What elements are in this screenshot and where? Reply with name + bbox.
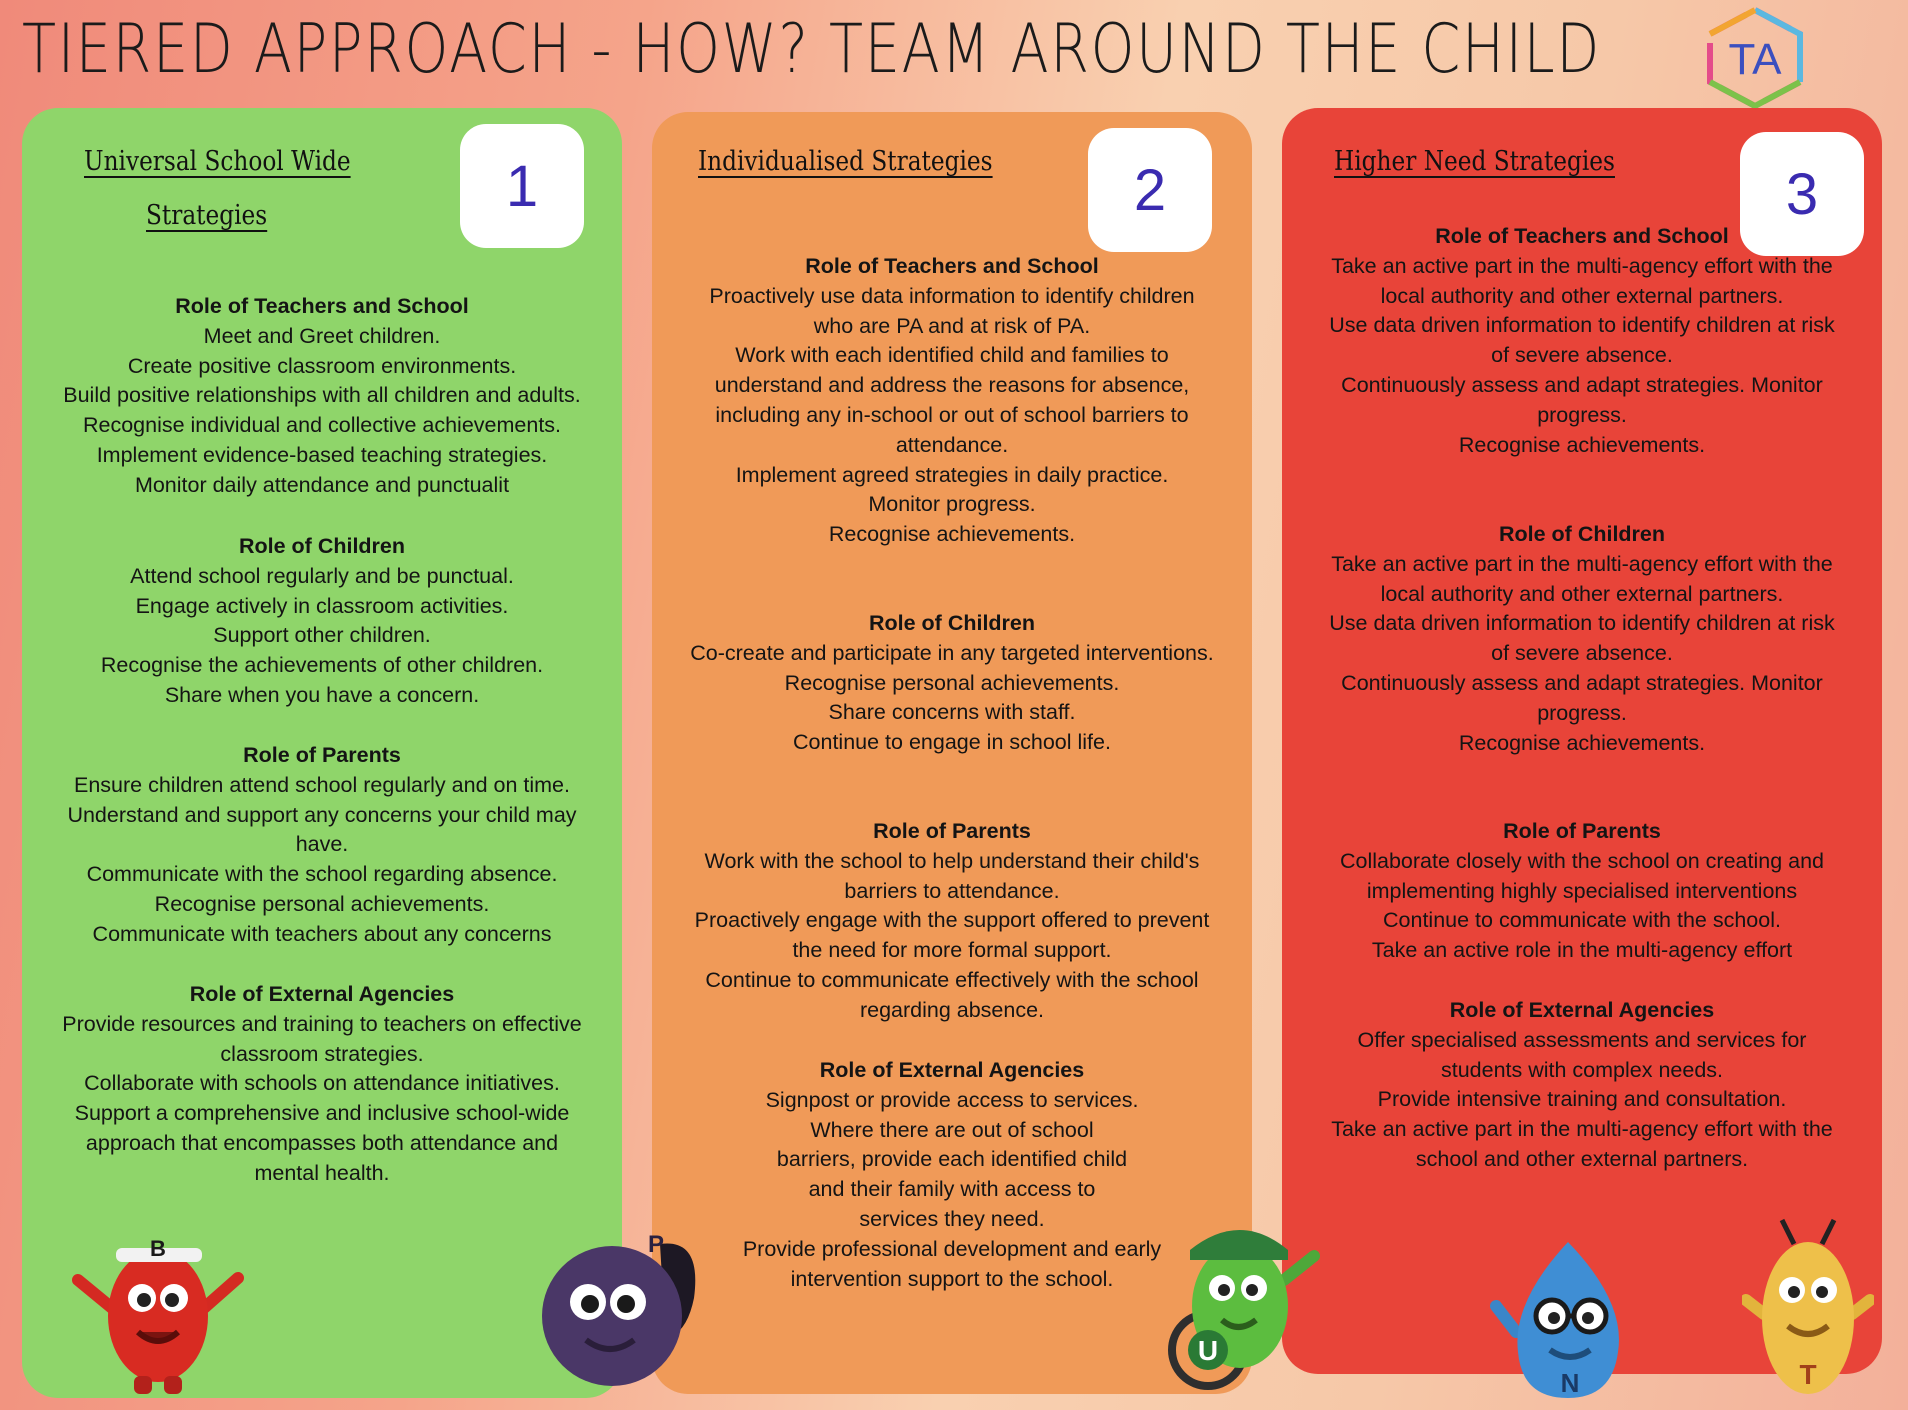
section-line: Work with each identified child and families to understand and address the reasons for absence, including any in-school or out of school barriers to attendance. <box>714 343 1190 457</box>
section-line: Support a comprehensive and inclusive school-wide approach that encompasses both attendance and mental health. <box>74 1101 570 1185</box>
section-title: Role of Children <box>1498 522 1666 546</box>
section-parents <box>1302 817 1862 966</box>
section-title: Role of External Agencies <box>1449 998 1715 1022</box>
section-line: Recognise individual and collective achievements. <box>82 413 562 438</box>
section-teachers <box>42 292 602 501</box>
green-mascot-wheelchair-icon <box>1154 1210 1326 1390</box>
hexagon-ta-logo-icon <box>1700 6 1810 110</box>
section-teachers <box>672 252 1232 550</box>
red-mascot-icon <box>72 1218 244 1396</box>
section-line: Continue to communicate effectively with the school regarding absence. <box>705 967 1199 1022</box>
section-line: Co-create and participate in any targeted interventions. <box>690 640 1214 665</box>
section-line: Monitor progress. <box>868 492 1036 517</box>
page-title: TIERED APPROACH - HOW? TEAM AROUND THE CHILD <box>22 10 1601 89</box>
svg-text:TA: TA <box>1728 35 1782 84</box>
section-external-agencies <box>672 1056 1232 1294</box>
section-line: Proactively engage with the support offered to prevent the need for more formal support. <box>694 908 1210 963</box>
section-line: Take an active role in the multi-agency effort <box>1371 938 1793 963</box>
section-parents <box>42 741 602 950</box>
section-line: Build positive relationships with all children and adults. <box>63 383 581 408</box>
section-line: Take an active part in the multi-agency effort with the school and other external partners. <box>1331 1117 1833 1171</box>
panel-heading: Individualised Strategies <box>698 146 993 177</box>
section-line: Communicate with the school regarding absence. <box>86 862 558 887</box>
section-title: Role of Children <box>238 534 406 558</box>
svg-text:B: B <box>150 1236 166 1261</box>
section-line: Monitor daily attendance and punctualit <box>134 472 510 497</box>
section-line: Recognise the achievements of other children. <box>100 653 544 678</box>
section-title: Role of Parents <box>873 819 1031 843</box>
section-title: Role of Teachers and School <box>1435 224 1729 248</box>
section-line: Recognise personal achievements. <box>784 670 1120 695</box>
section-line: Proactively use data information to identify children who are PA and at risk of PA. <box>709 283 1195 338</box>
section-line: Recognise personal achievements. <box>154 891 490 916</box>
section-line: Recognise achievements. <box>828 522 1076 547</box>
section-external-agencies <box>42 980 602 1189</box>
section-line: Understand and support any concerns your child may have. <box>67 802 577 857</box>
section-line: Continue to communicate with the school. <box>1383 908 1781 933</box>
blue-mascot-glasses-icon <box>1486 1232 1648 1402</box>
section-title: Role of Teachers and School <box>175 294 469 318</box>
panel-heading: Universal School Wide <box>84 146 351 177</box>
svg-text:U: U <box>1197 1335 1219 1366</box>
section-line: Continuously assess and adapt strategies. Monitor progress. <box>1341 670 1823 725</box>
section-line: Meet and Greet children. <box>203 323 441 348</box>
tier-2-panel <box>652 112 1252 1394</box>
section-line: Communicate with teachers about any concerns <box>92 921 552 946</box>
section-line: Signpost or provide access to services. <box>765 1087 1139 1112</box>
tier-3-panel <box>1282 108 1882 1374</box>
yellow-mascot-icon <box>1742 1214 1874 1404</box>
section-children <box>42 532 602 711</box>
tier-number-badge: 1 <box>460 124 584 248</box>
section-children <box>672 609 1232 758</box>
section-line: Where there are out of school barriers, provide each identified child and their family with access to services they need. <box>776 1117 1128 1231</box>
section-line: Continue to engage in school life. <box>793 730 1111 755</box>
section-title: Role of Parents <box>243 743 401 767</box>
section-line: Provide resources and training to teachers on effective classroom strategies. <box>62 1011 582 1066</box>
section-line: Attend school regularly and be punctual. <box>130 563 514 588</box>
svg-text:T: T <box>1799 1359 1817 1390</box>
section-line: Work with the school to help understand their child's barriers to attendance. <box>704 848 1200 903</box>
svg-text:N: N <box>1560 1368 1580 1398</box>
section-line: Provide intensive training and consultation. <box>1377 1087 1787 1112</box>
section-line: Implement agreed strategies in daily practice. <box>735 462 1169 487</box>
section-line: Share concerns with staff. <box>828 700 1076 725</box>
section-title: Role of Teachers and School <box>805 254 1099 278</box>
svg-text:P: P <box>647 1231 665 1258</box>
section-line: Support other children. <box>213 623 431 648</box>
section-line: Recognise achievements. <box>1458 730 1706 755</box>
section-line: Continuously assess and adapt strategies. Monitor progress. <box>1341 372 1823 427</box>
section-parents <box>672 817 1232 1026</box>
tier-number-badge: 2 <box>1088 128 1212 252</box>
section-title: Role of Children <box>868 611 1036 635</box>
section-line: Use data driven information to identify children at risk of severe absence. <box>1329 611 1835 666</box>
section-line: Engage actively in classroom activities. <box>135 593 509 618</box>
section-line: Share when you have a concern. <box>164 682 480 707</box>
section-line: Collaborate with schools on attendance initiatives. <box>84 1071 560 1096</box>
purple-mascot-icon <box>532 1208 708 1392</box>
section-children <box>1302 520 1862 758</box>
panel-heading-line2: Strategies <box>146 200 268 231</box>
section-line: Take an active part in the multi-agency effort with the local authority and other external partners. <box>1331 551 1833 606</box>
section-line: Use data driven information to identify children at risk of severe absence. <box>1329 313 1835 368</box>
section-line: Provide professional development and early intervention support to the school. <box>742 1236 1162 1291</box>
section-line: Offer specialised assessments and services for students with complex needs. <box>1357 1027 1807 1082</box>
tier-1-panel <box>22 108 622 1398</box>
section-line: Recognise achievements. <box>1458 432 1706 457</box>
section-line: Ensure children attend school regularly and on time. <box>74 772 570 797</box>
section-external-agencies <box>1302 996 1862 1175</box>
section-line: Implement evidence-based teaching strategies. <box>96 442 548 467</box>
section-line: Collaborate closely with the school on creating and implementing highly specialised interventions <box>1339 848 1825 903</box>
section-title: Role of Parents <box>1503 819 1661 843</box>
section-teachers <box>1302 222 1862 460</box>
section-line: Take an active part in the multi-agency effort with the local authority and other external partners. <box>1331 253 1833 308</box>
section-title: Role of External Agencies <box>189 982 455 1006</box>
tier-number-badge: 3 <box>1740 132 1864 256</box>
panel-heading: Higher Need Strategies <box>1334 146 1615 177</box>
section-title: Role of External Agencies <box>819 1058 1085 1082</box>
section-line: Create positive classroom environments. <box>127 353 517 378</box>
